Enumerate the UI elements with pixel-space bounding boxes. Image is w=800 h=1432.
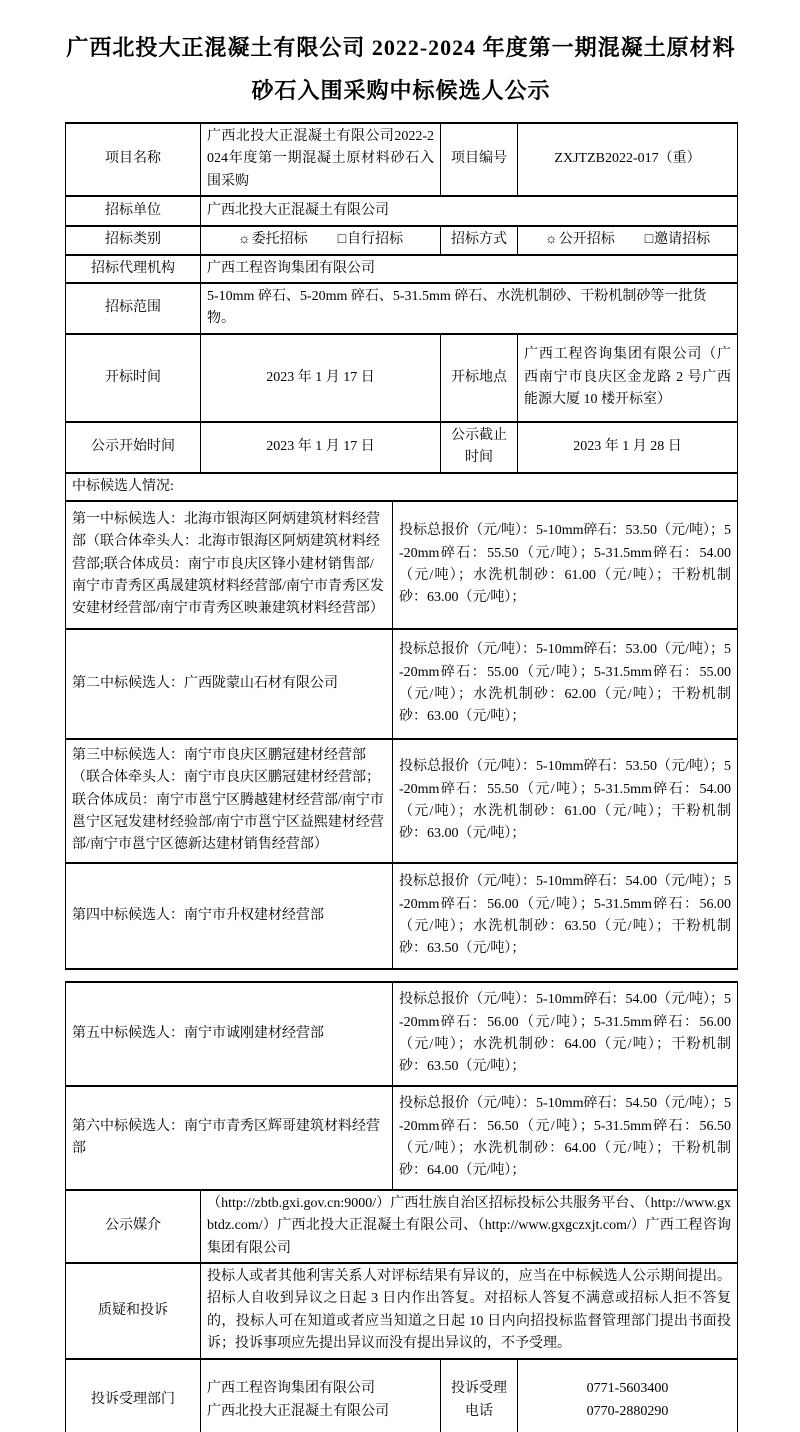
media-label: 公示媒介 bbox=[66, 1190, 201, 1263]
candidate-name-1: 第一中标候选人：北海市银海区阿炳建筑材料经营部（联合体牵头人：北海市银海区阿炳建筑材料经营部;联合体成员：南宁市良庆区锋小建材销售部/南宁市青秀区禹晟建筑材料经营部/南宁市青秀区发安建材经营部/南宁市青秀区映兼建筑材料经营部） bbox=[66, 501, 393, 629]
candidate-name-5: 第五中标候选人：南宁市诚刚建材经营部 bbox=[66, 982, 393, 1086]
media-value: （http://zbtb.gxi.gov.cn:9000/）广西壮族自治区招标投标公共服务平台、（http://www.gxbtdz.com/）广西北投大正混凝土有限公司、（http://www.gxgczxjt.com/）广西工程咨询集团有限公司 bbox=[201, 1190, 738, 1263]
tender-method-option-invite bbox=[645, 232, 710, 247]
publicity-start-value: 2023 年 1 月 17 日 bbox=[201, 422, 441, 473]
objection-label: 质疑和投诉 bbox=[66, 1263, 201, 1359]
info-and-candidates-table bbox=[65, 122, 738, 970]
complaint-phone-label: 投诉受理电话 bbox=[441, 1359, 518, 1432]
bid-open-place-value: 广西工程咨询集团有限公司（广西南宁市良庆区金龙路 2 号广西能源大厦 10 楼开标室） bbox=[518, 334, 738, 422]
tender-category-option-self bbox=[338, 232, 403, 247]
complaint-phone-2: 0770-2880290 bbox=[586, 1403, 669, 1419]
candidate-row-3 bbox=[66, 739, 738, 863]
project-name-label: 项目名称 bbox=[66, 123, 201, 196]
candidate-row-4 bbox=[66, 863, 738, 969]
tender-method-option-open bbox=[545, 232, 615, 247]
candidates-section-label: 中标候选人情况: bbox=[66, 473, 738, 501]
complaint-dept-label: 投诉受理部门 bbox=[66, 1359, 201, 1432]
candidate-quote-4: 投标总报价（元/吨）：5-10mm碎石：54.00（元/吨）；5-20mm碎石：56.00（元/吨）；5-31.5mm碎石：56.00（元/吨）；水洗机制砂：63.50（元/吨）；干粉机制砂：63.50（元/吨）； bbox=[393, 863, 738, 969]
candidate-quote-2: 投标总报价（元/吨）：5-10mm碎石：53.00（元/吨）；5-20mm碎石：55.00（元/吨）；5-31.5mm碎石：55.00（元/吨）；水洗机制砂：62.00（元/吨）；干粉机制砂：63.00（元/吨）； bbox=[393, 629, 738, 739]
scope-row bbox=[66, 283, 738, 334]
publicity-start-label: 公示开始时间 bbox=[66, 422, 201, 473]
objection-value: 投标人或者其他利害关系人对评标结果有异议的，应当在中标候选人公示期间提出。招标人自收到异议之日起 3 日内作出答复。对招标人答复不满意或招标人拒不答复的，投标人可在知道或者应当知道之日起 10 日内向招投标监督管理部门提出书面投诉；投诉事项应先提出异议而没有提出异议的，不予受理。 bbox=[201, 1263, 738, 1359]
bid-open-time-label: 开标时间 bbox=[66, 334, 201, 422]
option-label: 邀请招标 bbox=[654, 232, 711, 248]
candidate-name-2: 第二中标候选人：广西陇蒙山石材有限公司 bbox=[66, 629, 393, 739]
candidate-row-6 bbox=[66, 1086, 738, 1190]
selected-sun-icon: ☼ bbox=[237, 232, 251, 248]
candidate-name-3: 第三中标候选人：南宁市良庆区鹏冠建材经营部（联合体牵头人：南宁市良庆区鹏冠建材经营部；联合体成员：南宁市邕宁区腾越建材经营部/南宁市邕宁区冠发建材经验部/南宁市邕宁区益熙建材经营部/南宁市邕宁区德新达建材销售经营部） bbox=[66, 739, 393, 863]
publicity-end-label: 公示截止时间 bbox=[441, 422, 518, 473]
candidate-name-4: 第四中标候选人：南宁市升权建材经营部 bbox=[66, 863, 393, 969]
complaint-dept-line-1: 广西工程咨询集团有限公司 bbox=[207, 1381, 375, 1397]
scope-label: 招标范围 bbox=[66, 283, 201, 334]
candidate-name-6: 第六中标候选人：南宁市青秀区辉哥建筑材料经营部 bbox=[66, 1086, 393, 1190]
candidate-quote-1: 投标总报价（元/吨）：5-10mm碎石：53.50（元/吨）；5-20mm碎石：55.50（元/吨）；5-31.5mm碎石：54.00（元/吨）；水洗机制砂：61.00（元/吨）；干粉机制砂：63.00（元/吨）； bbox=[393, 501, 738, 629]
page-title-line2: 砂石入围采购中标候选人公示 bbox=[251, 78, 551, 103]
option-label: 公开招标 bbox=[558, 232, 615, 248]
tender-category-option-entrusted bbox=[238, 232, 308, 247]
publicity-row bbox=[66, 422, 738, 473]
tender-unit-row bbox=[66, 196, 738, 226]
agency-value: 广西工程咨询集团有限公司 bbox=[201, 255, 738, 283]
complaint-phone-value bbox=[518, 1359, 738, 1432]
tender-method-label: 招标方式 bbox=[441, 226, 518, 254]
candidates-and-footer-table bbox=[65, 981, 738, 1432]
agency-row bbox=[66, 255, 738, 283]
option-label: 自行招标 bbox=[347, 232, 404, 248]
project-no-label: 项目编号 bbox=[441, 123, 518, 196]
candidate-row-2 bbox=[66, 629, 738, 739]
project-name-row bbox=[66, 123, 738, 196]
empty-checkbox-icon: □ bbox=[337, 232, 347, 248]
page-title bbox=[65, 26, 737, 112]
candidate-row-1 bbox=[66, 501, 738, 629]
tender-category-label: 招标类别 bbox=[66, 226, 201, 254]
complaint-phone-1: 0771-5603400 bbox=[586, 1381, 669, 1397]
candidate-quote-6: 投标总报价（元/吨）：5-10mm碎石：54.50（元/吨）；5-20mm碎石：56.50（元/吨）；5-31.5mm碎石：56.50（元/吨）；水洗机制砂：64.00（元/吨）；干粉机制砂：64.00（元/吨）； bbox=[393, 1086, 738, 1190]
tender-category-value bbox=[201, 226, 441, 254]
publicity-end-value: 2023 年 1 月 28 日 bbox=[518, 422, 738, 473]
scope-value: 5-10mm 碎石、5-20mm 碎石、5-31.5mm 碎石、水洗机制砂、干粉机制砂等一批货物。 bbox=[201, 283, 738, 334]
candidate-row-5 bbox=[66, 982, 738, 1086]
page-title-line1: 广西北投大正混凝土有限公司 2022-2024 年度第一期混凝土原材料 bbox=[66, 35, 736, 60]
option-label: 委托招标 bbox=[251, 232, 308, 248]
candidate-quote-3: 投标总报价（元/吨）：5-10mm碎石：53.50（元/吨）；5-20mm碎石：55.50（元/吨）；5-31.5mm碎石：54.00（元/吨）；水洗机制砂：61.00（元/吨）；干粉机制砂：63.00（元/吨）； bbox=[393, 739, 738, 863]
project-no-value: ZXJTZB2022-017（重） bbox=[518, 123, 738, 196]
complaint-row bbox=[66, 1359, 738, 1432]
tender-category-row bbox=[66, 226, 738, 254]
selected-sun-icon: ☼ bbox=[544, 232, 558, 248]
candidate-quote-5: 投标总报价（元/吨）：5-10mm碎石：54.00（元/吨）；5-20mm碎石：56.00（元/吨）；5-31.5mm碎石：56.00（元/吨）；水洗机制砂：64.00（元/吨）；干粉机制砂：63.50（元/吨）； bbox=[393, 982, 738, 1086]
tender-unit-label: 招标单位 bbox=[66, 196, 201, 226]
empty-checkbox-icon: □ bbox=[644, 232, 654, 248]
project-name-value: 广西北投大正混凝土有限公司2022-2024年度第一期混凝土原材料砂石入围采购 bbox=[201, 123, 441, 196]
bid-open-row bbox=[66, 334, 738, 422]
bid-open-place-label: 开标地点 bbox=[441, 334, 518, 422]
complaint-dept-value bbox=[201, 1359, 441, 1432]
candidates-section-row bbox=[66, 473, 738, 501]
objection-row bbox=[66, 1263, 738, 1359]
complaint-dept-line-2: 广西北投大正混凝土有限公司 bbox=[207, 1403, 389, 1419]
media-row bbox=[66, 1190, 738, 1263]
tender-method-value bbox=[518, 226, 738, 254]
bid-open-time-value: 2023 年 1 月 17 日 bbox=[201, 334, 441, 422]
tender-unit-value: 广西北投大正混凝土有限公司 bbox=[201, 196, 738, 226]
agency-label: 招标代理机构 bbox=[66, 255, 201, 283]
